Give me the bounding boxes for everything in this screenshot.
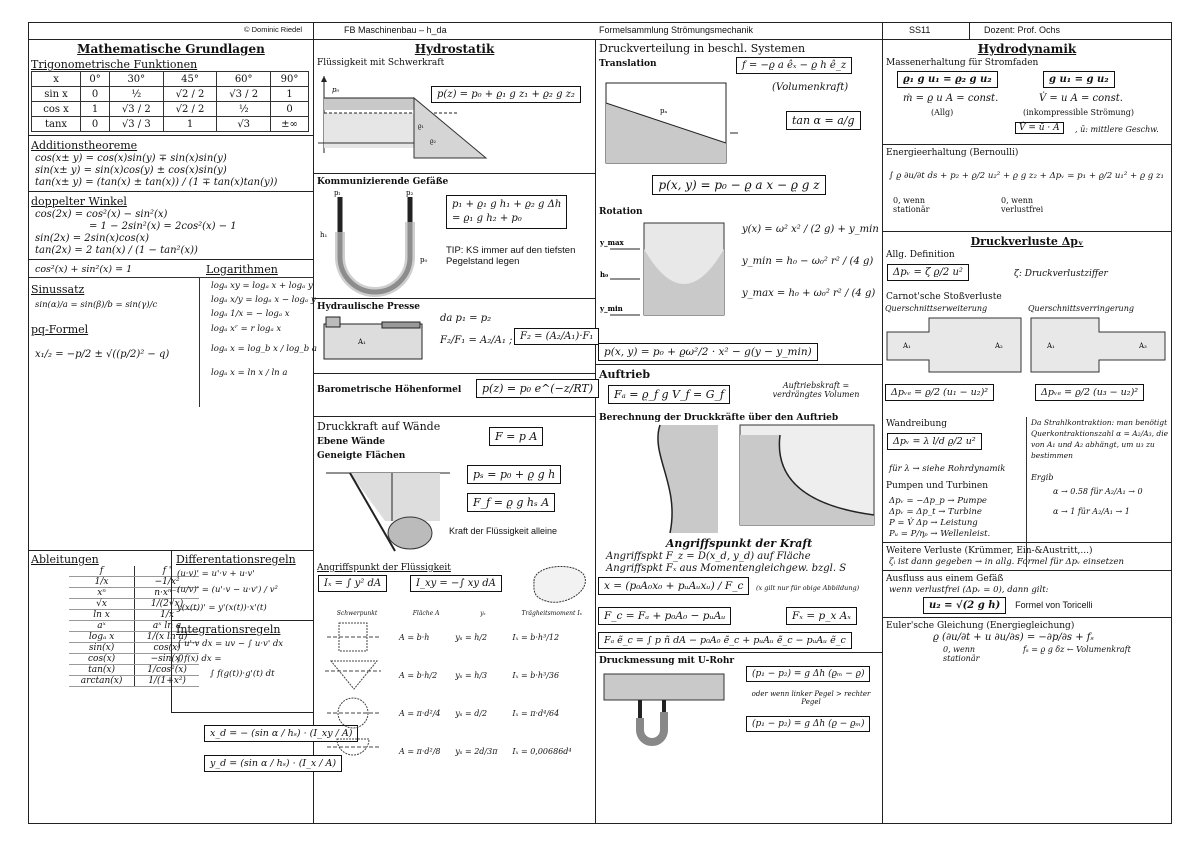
communicating-formula: = ϱ₁ g h₂ + p₀ [452,213,522,224]
x-formula-area [596,574,882,606]
expansion-label: Querschnittserweiterung [885,304,988,313]
deriv-cell: 1/(1+x²) [135,676,199,687]
u-tube-formula-1: (p₁ − p₂) = g Δh (ϱₘ − ϱ) [746,666,870,682]
centroid-head-cell: yₛ [480,610,486,617]
fc-formula: F_c = Fₐ + p₀A₀ − pᵤAᵤ [598,607,731,625]
trig-cell: 0 [81,117,110,132]
deriv-cell: xⁿ [69,588,135,599]
loss-title: Druckverluste Δpᵥ [970,235,1084,248]
fluid-heading: Flüssigkeit mit Schwerkraft [317,58,445,68]
semester: SS11 [909,25,931,35]
press-heading: Hydraulische Presse [317,302,421,312]
trig-cell: tanx [32,117,81,132]
log-rule: logₐ x = log_b x / log_b a [211,344,317,354]
svg-text:h₁: h₁ [320,231,328,239]
inertia-area [314,573,595,609]
friction-area [883,417,1171,525]
translation-diagram [600,73,740,171]
diffrule-formula: y(x(t))' = y'(x(t))·x'(t) [177,603,267,613]
inclined-formula-1: pₛ = p₀ + ϱ g h [467,465,561,484]
trig-title: Trigonometrische Funktionen [31,58,198,71]
zeta-note: ζ: Druckverlustziffer [1014,269,1108,279]
sinus-formula: sin(α)/a = sin(β)/b = sin(γ)/c [35,300,158,310]
svg-text:pₐ: pₐ [660,107,668,115]
energy-note-2: 0, wenn verlustfrei [1001,196,1044,214]
svg-text:A₁: A₁ [1047,342,1055,350]
communicating-diagram [320,187,440,292]
u-tube-heading: Druckmessung mit U-Rohr [599,656,735,666]
semicircle-shape [316,732,398,770]
outflow-formula: u₂ = √(2 g h) [923,597,1006,614]
plane-heading: Ebene Wände [317,437,386,447]
centroid-cell: A = π·d²/4 [399,708,441,718]
deriv-cell: −sin(x) [135,654,199,665]
circle-shape [316,694,398,732]
inclined-formula-2: F_f = ϱ g hₛ A [467,493,555,512]
expansion-diagram [885,316,1025,376]
centroid-cell: Iₓ = π·d⁴/64 [512,708,560,718]
trig-cell: 1 [81,102,110,117]
svg-text:A₂: A₂ [995,342,1003,350]
pq-formula: x₁/₂ = −p/2 ± √((p/2)² − q) [35,349,170,360]
hydrodynamics-column [883,40,1171,823]
trig-row [32,117,309,132]
trig-head-cell: x [32,72,81,87]
fluid-diagram [318,68,493,168]
attack-heading: Angriffspunkt der Flüssigkeit [317,563,451,573]
baro-area [314,377,595,413]
lecturer: Dozent: Prof. Ochs [984,25,1061,35]
communicating-area [314,187,595,295]
pump-line: P = V̇ Δp → Leistung [889,518,978,528]
trig-cell: 1 [163,117,217,132]
centroid-cell: Iₓ = b·h³/36 [512,670,560,680]
centroid-cell: A = b·h/2 [399,670,438,680]
svg-text:pₗ: pₗ [334,189,341,197]
pxy-wrapper [596,175,882,195]
diffrule-title: Differentationsregeln [176,553,296,566]
force-title: Druckkraft auf Wände [317,420,441,433]
yd-formula: y_d = (sin α / hₛ) · (I_x / A) [204,755,342,772]
deriv-cell: arctan(x) [69,676,135,687]
euler-formula: ϱ (∂u/∂t + u ∂u/∂s) = −∂p/∂s + fₛ [933,632,1094,643]
buoyancy-area [596,381,882,411]
integration-formula: ∫ u'·v dx = uv − ∫ u·v' dx [177,639,284,649]
u-tube-area [596,666,882,746]
deriv-cell: aˣ ln a [135,621,199,632]
centroid-cell: Iₓ = b·h³/12 [512,632,560,642]
alpha-limit: α → 0.58 für A₂/A₁ → 0 [1053,487,1143,496]
x-formula: x = (p₀A₀x₀ + pᵤAᵤxᵤ) / F_c [598,577,749,595]
outflow-heading: Ausfluss aus einem Gefäß [886,574,1004,584]
deriv-cell: √x [69,599,135,610]
calculation-heading: Berechnung der Druckkräfte über den Auftrieb [599,413,839,423]
inclined-note: Kraft der Flüssigkeit alleine [449,526,558,536]
centroid-cell: Iₓ = 0,00686d⁴ [512,746,572,756]
buoyancy-formula: Fₐ = ϱ_f g V_f = G_f [608,385,730,404]
energy-heading: Energieerhaltung (Bernoulli) [886,148,1019,158]
rotation-area [596,203,882,343]
deriv-row [69,676,199,687]
log-area [29,263,317,473]
buoyancy-title: Auftrieb [599,368,651,381]
trig-cell: ½ [217,102,271,117]
centroid-table [316,609,592,770]
trig-cell: √3 / 3 [109,117,163,132]
deriv-cell: n·xⁿ⁻¹ [135,588,199,599]
double-angle-formula: cos(2x) = cos²(x) − sin²(x) [35,209,168,220]
deriv-cell: aˣ [69,621,135,632]
rotation-formula: y_min = h₀ − ω₀² r² / (4 g) [742,256,874,267]
general-area [883,260,1171,290]
outflow-wrapper [923,597,1171,614]
fa-wrapper [598,632,882,649]
trig-head-cell: 30° [109,72,163,87]
mass-heading: Massenerhaltung für Stromfaden [886,58,1039,68]
distribution-title: Druckverteilung in beschl. Systemen [599,42,806,55]
trig-cell: √3 / 2 [217,87,271,102]
course-name: FB Maschinenbau – h_da [344,25,447,35]
svg-text:A₁: A₁ [358,338,366,346]
inclined-heading: Geneigte Flächen [317,451,406,461]
svg-text:ϱ₂: ϱ₂ [430,138,436,145]
centroid-cell: A = b·h [399,632,430,642]
translation-formula: f = −ϱ a êₓ − ϱ h ê_z [736,57,852,74]
u-tube-diagram [600,668,730,743]
buoyancy-diagrams [600,425,878,535]
deriv-cell: tan(x) [69,665,135,676]
svg-text:p₀: p₀ [332,86,340,94]
vdot-formula: V̇ = ū · A [1015,122,1064,134]
trig-cell: sin x [32,87,81,102]
log-rule: logₐ x = ln x / ln a [211,368,288,378]
energy-area [883,158,1171,228]
centroid-head-cell: Schwerpunkt [336,610,378,617]
double-angle-formula: sin(2x) = 2sin(x)cos(x) [35,233,150,244]
rectangle-shape [316,618,398,656]
centroid-cell: A = π·d²/8 [399,746,441,756]
deriv-cell: 1/x [135,610,199,621]
mass-area [883,68,1171,136]
pump-heading: Pumpen und Turbinen [886,481,989,491]
buoyancy-note: Auftriebskraft = verdrängtes Volumen [772,381,860,399]
euler-note-2: fₛ = ϱ g δz ← Volumenkraft [1023,645,1131,654]
further-line: ζᵢ ist dann gegeben → in allg. Formel für Δpᵥ einsetzen [889,557,1125,567]
friction-heading: Wandreibung [886,419,948,429]
pythagoras-formula: cos²(x) + sin²(x) = 1 [35,264,133,275]
rotation-diagram [600,219,730,329]
double-angle-formula: = 1 − 2sin²(x) = 2cos²(x) − 1 [89,221,237,232]
rotation-formula: y_max = h₀ + ω₀² r² / (4 g) [742,288,876,299]
pump-line: Pᵤ = P/ηₚ → Wellenleist. [889,529,991,539]
deriv-cell: sin(x) [69,643,135,654]
log-rule: logₐ xʳ = r logₐ x [211,324,282,334]
u-tube-note: oder wenn linker Pegel > rechter Pegel [751,690,871,706]
euler-note-1: 0, wenn stationär [943,645,980,663]
trig-head-cell: 60° [217,72,271,87]
deriv-cell: ln x [69,610,135,621]
derivatives-title: Ableitungen [31,553,99,566]
press-diagram [318,312,428,364]
svg-text:y_max: y_max [600,238,624,247]
centroid-header-row [316,609,592,618]
alpha-limit: α → 1 für A₂/A₁ → 1 [1053,507,1130,516]
deriv-cell: cos(x) [69,654,135,665]
mass-note-2: (inkompressible Strömung) [1023,108,1134,117]
area-sketch [524,561,592,609]
pxy-formula: p(x, y) = p₀ − ϱ a x − ϱ g z [652,175,825,195]
attack-point-line: Angriffspkt F_z = D(x_d, y_d) auf Fläche [606,551,811,562]
addition-formula: tan(x± y) = (tan(x) ± tan(x)) / (1 ∓ tan(x)tan(y)) [35,177,278,188]
log-rule: logₐ xy = logₐ x + logₐ y [211,281,313,291]
fx-formula: Fₓ = p_x Aₓ [786,607,857,625]
trig-cell: 1 [271,87,309,102]
trig-header-row [32,72,309,87]
centroid-row [316,656,592,694]
contraction-formula: Δpᵥₑ = ϱ/2 (u₃ − u₂)² [1035,384,1144,401]
deriv-head-cell: f [69,566,135,577]
expansion-formula: Δpᵥₑ = ϱ/2 (u₁ − u₂)² [885,384,994,401]
carnot-heading: Carnot'sche Stoßverluste [886,292,1002,302]
mass-line-2: V̇ = u A = const. [1039,93,1123,104]
energy-formula: ∫ ϱ ∂u/∂t ds + p₂ + ϱ/2 u₂² + ϱ g z₂ + Δpᵥ = p₁ + ϱ/2 u₁² + ϱ g z₁ [889,171,1164,181]
trig-cell: √2 / 2 [163,102,217,117]
translation-note: (Volumenkraft) [772,82,849,93]
communicating-tip: TIP: KS immer auf den tiefsten Pegelstand legen [446,245,576,267]
fa-formula: Fₐ ẽ_c = ∫ p ñ dA − p₀A₀ ẽ_c + pᵤAᵤ ẽ_c − pᵤAᵤ ẽ_c [598,632,852,649]
euler-heading: Euler'sche Gleichung (Energiegleichung) [886,621,1075,631]
attack-point-line: Angriffspkt Fₓ aus Momentengleichgew. bzgl. S [606,563,847,574]
diffrule-formula: (u·v)' = u'·v + u·v' [177,569,255,579]
energy-note-1: 0, wenn stationär [893,196,930,214]
sinus-title: Sinussatz [31,283,85,296]
centroid-row [316,694,592,732]
triangle-shape [316,656,398,694]
trig-cell: √3 [217,117,271,132]
svg-text:y_min: y_min [600,304,623,313]
pump-line: Δpᵥ = Δp_t → Turbine [889,507,982,517]
jet-note: Da Strahlkontraktion: man benötigt Querkontraktionszahl α = A₂/A₃, die von A₁ und A₂ abhängt, um u₃ zu bestimmen [1031,418,1169,460]
trig-table [31,71,309,132]
tan-formula: tan α = a/g [786,111,861,130]
addition-formula: cos(x± y) = cos(x)sin(y) ∓ sin(x)sin(y) [35,153,227,164]
header-bar [29,23,1171,40]
rotation-pressure-wrapper [598,343,882,361]
centroid-cell: yₛ = h/2 [455,632,488,642]
centroid-cell: yₛ = 2d/3π [455,746,498,756]
trig-cell: √2 / 2 [163,87,217,102]
rotation-formula: y(x) = ω² x² / (2 g) + y_min [742,224,879,235]
inclined-diagram [320,461,460,559]
inclined-area [314,461,595,561]
vdot-note: , ū: mittlere Geschw. [1075,125,1159,134]
fluid-area [314,68,595,170]
communicating-heading: Kommunizierende Gefäße [317,177,449,187]
plane-area [314,430,595,449]
fc-area [596,606,882,630]
pump-line: Δpᵥ = −Δp_p → Pumpe [889,496,987,506]
baro-heading: Barometrische Höhenformel [317,385,462,395]
trig-head-cell: 0° [81,72,110,87]
deriv-cell: cos(x) [135,643,199,654]
deriv-cell: 1/(x ln a) [135,632,199,643]
deriv-cell: −1/x² [135,577,199,588]
integration-formula: ∫ f(g(t))·g'(t) dt [210,669,275,679]
mass-line-1: ṁ = ϱ u A = const. [903,93,999,104]
translation-heading: Translation [599,59,657,69]
rotation-pressure-formula: p(x, y) = p₀ + ϱω²/2 · x² − g(y − y_min) [598,343,818,361]
trig-row [32,87,309,102]
result-label: Ergib [1031,473,1054,482]
press-formula: F₂ = (A₂/A₁)·F₁ [514,328,599,345]
hydrostatics-column [314,40,596,823]
log-rule: logₐ x/y = logₐ x − logₐ y [211,295,316,305]
xd-formula: x_d = − (sin α / hₛ) · (I_xy / A) [204,725,358,742]
formula-sheet [28,22,1172,824]
integration-formula: ∫ f(x) dx = [177,654,222,664]
trig-cell: 0 [81,87,110,102]
addition-formula: sin(x± y) = sin(x)cos(y) ± cos(x)sin(y) [35,165,227,176]
deriv-head-cell: f ' [135,566,199,577]
double-angle-formula: tan(2x) = 2 tan(x) / (1 − tan²(x)) [35,245,198,256]
svg-text:p₂: p₂ [406,189,414,197]
svg-text:h₀: h₀ [600,270,609,279]
pq-title: pq-Formel [31,323,89,336]
friction-formula: Δpᵥ = λ l/d ϱ/2 u² [887,433,982,450]
mass-note-1: (Allg) [931,108,954,117]
svg-text:A₁: A₁ [903,342,911,350]
centroid-head-cell: Fläche A [412,610,440,617]
friction-note: für λ → siehe Rohrdynamik [889,464,1006,474]
press-ratio: F₂/F₁ = A₂/A₁ ; [440,335,513,346]
deriv-cell: 1/(2√x) [135,599,199,610]
copyright-note: © Dominic Riedel [244,25,303,34]
centroid-head-cell: Trägheitsmoment Iₓ [521,610,582,617]
svg-text:p₀: p₀ [420,256,428,264]
double-angle-title: doppelter Winkel [31,195,127,208]
general-heading: Allg. Definition [886,250,955,260]
x-note: (x gilt nur für obige Abbildung) [756,584,860,592]
centroid-cell: yₛ = d/2 [455,708,488,718]
plane-formula: F = p A [489,427,543,446]
centroid-row [316,732,592,770]
outflow-line: wenn verlustfrei (Δpᵥ = 0), dann gilt: [889,585,1049,595]
log-rule: logₐ 1/x = − logₐ x [211,309,290,319]
trig-head-cell: 45° [163,72,217,87]
svg-text:ϱ₁: ϱ₁ [418,123,424,130]
mass-formula-2: g u₁ = g u₂ [1043,71,1115,88]
fluid-formula: p(z) = p₀ + ϱ₁ g z₁ + ϱ₂ g z₂ [431,86,581,103]
general-formula: Δpᵥ = ζ ϱ/2 u² [887,264,969,281]
u-tube-formula-2: (p₁ − p₂) = g Δh (ϱ − ϱₘ) [746,716,870,732]
rotation-heading: Rotation [599,207,643,217]
communicating-formula: p₁ + ϱ₁ g h₁ + ϱ₂ g Δh [452,199,562,210]
press-condition: da p₁ = p₂ [440,313,492,324]
communicating-formula-box [446,195,567,229]
baro-formula: p(z) = p₀ e^(−z/RT) [476,379,599,398]
carnot-area [883,302,1171,417]
deriv-row [69,665,199,676]
deriv-cell: logₐ x [69,632,135,643]
ix-formula: Iₓ = ∫ y² dA [318,575,387,592]
trig-cell: ½ [109,87,163,102]
addition-title: Additionstheoreme [31,139,138,152]
further-heading: Weitere Verluste (Krümmer, Ein-&Austritt,...) [886,546,1093,556]
deriv-cell: 1/x [69,577,135,588]
hydrodynamics-title: Hydrodynamik [977,42,1077,56]
hydrostatics-title: Hydrostatik [414,42,495,56]
trig-cell: √3 / 2 [109,102,163,117]
svg-text:A₃: A₃ [1139,342,1147,350]
integration-title: Integrationsregeln [176,623,281,636]
centroid-cell: yₛ = h/3 [455,670,488,680]
trig-cell: 0 [271,102,309,117]
pressure-distribution-column [596,40,883,823]
trig-cell: ±∞ [271,117,309,132]
trig-row [32,102,309,117]
ixy-formula: I_xy = −∫ xy dA [410,575,502,592]
log-title: Logarithmen [206,263,278,276]
translation-area [596,55,882,173]
trig-head-cell: 90° [271,72,309,87]
sheet-title: Formelsammlung Strömungsmechanik [599,25,754,35]
contraction-diagram [1029,316,1169,376]
diffrule-formula: (u/v)' = (u'·v − u·v') / v² [177,585,278,595]
trig-cell: cos x [32,102,81,117]
contraction-label: Querschnittsverringerung [1028,304,1134,313]
euler-notes [883,643,1171,669]
math-title: Mathematische Grundlagen [77,42,265,56]
deriv-cell: 1/cos²(x) [135,665,199,676]
attack-point-title: Angriffspunkt der Kraft [665,537,813,550]
mass-formula-1: ϱ₁ g u₁ = ϱ₂ g u₂ [897,71,998,88]
outflow-note: Formel von Toricelli [1015,600,1093,610]
press-area [314,312,595,370]
centroid-row [316,618,592,656]
